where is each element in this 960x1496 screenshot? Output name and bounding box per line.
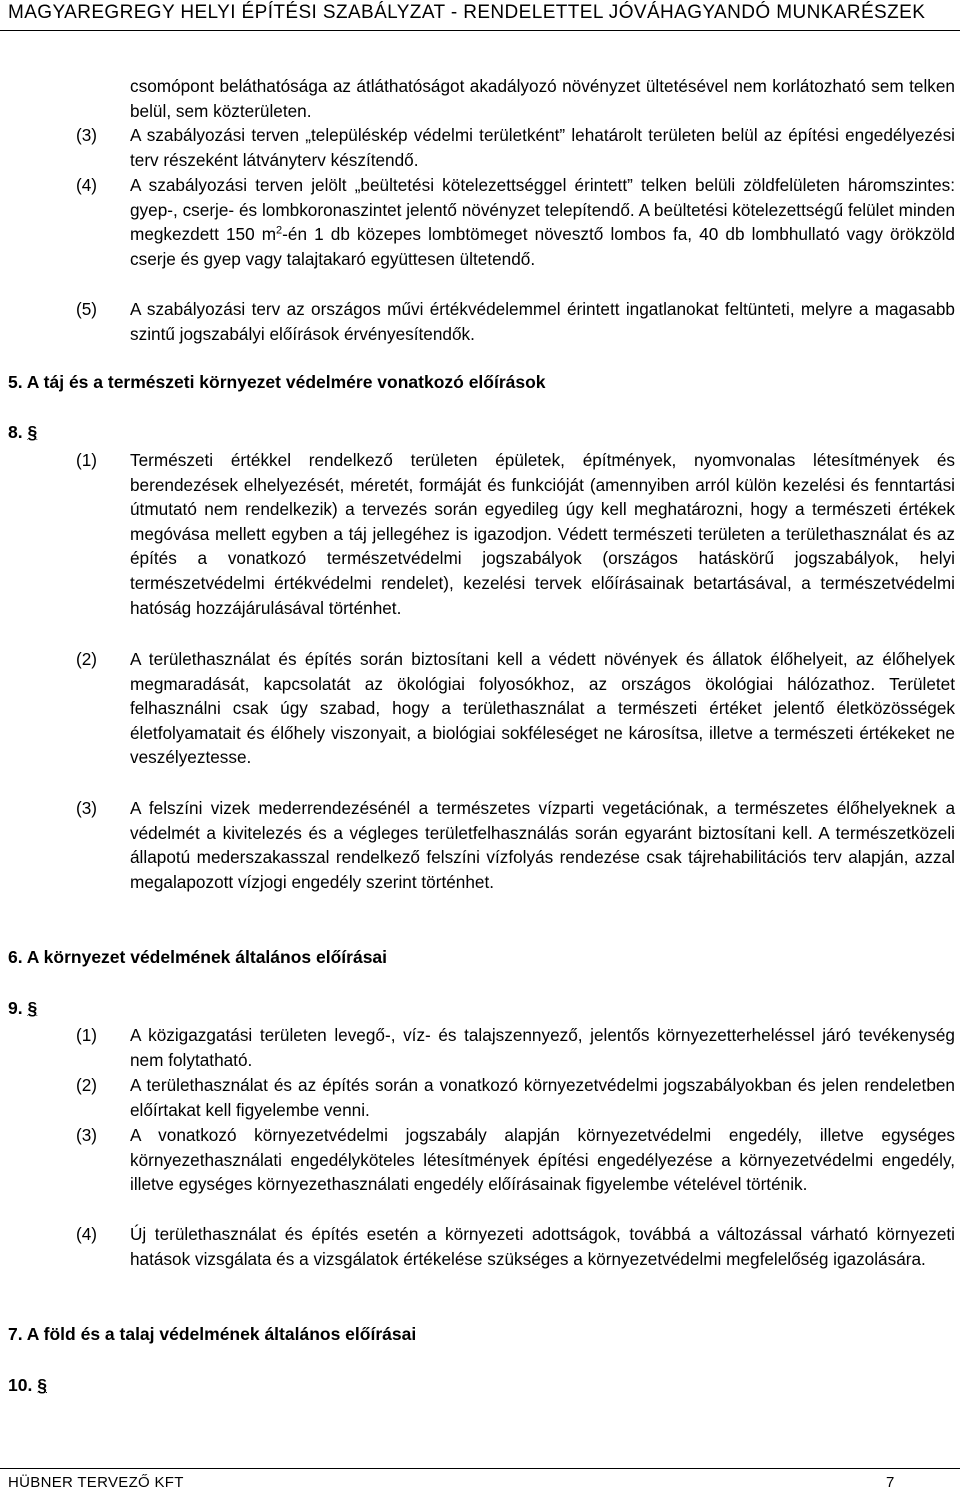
page-footer [0, 1468, 960, 1496]
paragraph-4-part-b: -én 1 db közepes lombtömeget növesztő lombos fa, 40 db lombhullató vagy örökzöld cserje és gyep vagy talajtakaró együttesen ültetendő. [130, 224, 955, 269]
section-9-paragraph-3: A vonatkozó környezetvédelmi jogszabály alapján környezetvédelmi engedély, illetve egységes környezethasználati engedélyköteles létesítmények építési engedélyezése a környezetvédelmi engedély, illetve egységes környezethasználati engedély előírásainak figyelembe vételével történik. [130, 1125, 955, 1195]
heading-section-5: 5. A táj és a természeti környezet védelmére vonatkozó előírások [8, 372, 546, 392]
heading-section-6: 6. A környezet védelmének általános előírásai [8, 947, 388, 967]
section-number: 8. [8, 422, 23, 442]
section-8-mark [8, 420, 37, 444]
section-sign: § [27, 998, 38, 1018]
paragraph-4 [130, 173, 955, 271]
section-8-paragraph-3: A felszíni vizek mederrendezésénél a természetes vízparti vegetációnak, a természetes élőhelyeknek a védelmét a kivitelezés és a végleges területfelhasználás során egyaránt biztosítani kell. A természetközeli állapotú mederszakasszal rendelkező felszíni vízfolyás rendezése csak tájrehabilitációs terv alapján, azzal megalapozott vízjogi engedély szerint történhet. [130, 798, 955, 892]
paragraph-number: (1) [76, 1025, 98, 1045]
heading-section-7: 7. A föld és a talaj védelmének általános előírásai [8, 1324, 417, 1344]
paragraph-5: A szabályozási terv az országos művi értékvédelemmel érintett ingatlanokat feltünteti, melyre a magasabb szintű jogszabályi előírások érvényesítendők. [130, 299, 955, 344]
header-title: MAGYAREGREGY HELYI ÉPÍTÉSI SZABÁLYZAT - RENDELETTEL JÓVÁHAGYANDÓ MUNKARÉSZEK [8, 2, 926, 23]
section-9-paragraph-2: A területhasználat és az építés során a vonatkozó környezetvédelmi jogszabályokban és jelen rendeletben előírtakat kell figyelembe venni. [130, 1075, 955, 1120]
paragraph-number: (4) [76, 175, 98, 195]
section-8-paragraph-1: Természeti értékkel rendelkező területen épületek, építmények, nyomvonalas létesítmények és berendezések elhelyezését, méretét, formáját és funkcióját (amennyiben arról külön kezelési és fenntartási útmutató nem rendelkezik) a tervezés során egyedileg úgy kell meghatározni, hogy a természeti értékek megóvása mellett egyben a táj jellegéhez is igazodjon. Védett természeti területen a területhasználat és az építés a vonatkozó természetvédelmi jogszabályok (országos hatáskörű jogszabályok, helyi természetvédelmi értékvédelmi rendelet), kezelési tervek előírásainak betartásával, a természetvédelmi hatóság hozzájárulásával történhet. [130, 450, 955, 618]
footer-company: HÜBNER TERVEZŐ KFT [8, 1474, 184, 1491]
page-number: 7 [886, 1474, 895, 1491]
paragraph-number: (3) [76, 798, 98, 818]
section-number: 9. [8, 998, 23, 1018]
paragraph-continuation: csomópont beláthatósága az átláthatóságot akadályozó növényzet ültetésével nem korlátozható sem telken belül, sem közterületen. [130, 76, 955, 121]
paragraph-4-part-a: A szabályozási terven jelölt „beültetési kötelezettséggel érintett” telken belüli zöldfelületen háromszintes: gyep-, cserje- és lombkoronaszintet jelentő növényzet telepítendő. A beültetési kötelezettségű felület minden megkezdett 150 m [130, 175, 955, 245]
page-header [0, 0, 960, 31]
section-sign: § [37, 1375, 47, 1395]
section-9-mark [8, 996, 37, 1020]
paragraph-number: (2) [76, 649, 98, 669]
section-9-paragraph-4: Új területhasználat és építés esetén a környezeti adottságok, továbbá a változással várható környezeti hatások vizsgálata és a vizsgálatok értékelése szükséges a környezetvédelmi megfelelőség igazolására. [130, 1224, 955, 1269]
section-number: 10. [8, 1375, 33, 1395]
paragraph-3: A szabályozási terven „településkép védelmi területként” lehatárolt területen belül az építési engedélyezési terv részeként látványterv készítendő. [130, 125, 955, 170]
section-10-mark [8, 1373, 47, 1397]
section-9-paragraph-1: A közigazgatási területen levegő-, víz- és talajszennyező, jelentős környezetterheléssel járó tevékenység nem folytatható. [130, 1025, 955, 1070]
paragraph-number: (5) [76, 299, 98, 319]
paragraph-number: (4) [76, 1224, 98, 1244]
section-8-paragraph-2: A területhasználat és építés során biztosítani kell a védett növények és állatok élőhelyeit, az élőhelyek megmaradását, kapcsolatát az ökológiai folyosókhoz, az országos ökológiai hálózathoz. Területet felhasználni csak úgy szabad, hogy a területhasználat a természeti értéket jelentő életközösségek életfolyamatait és élőhely viszonyait, a biológiai sokféleséget ne károsítsa, illetve a természeti értékeket ne veszélyeztesse. [130, 649, 955, 768]
paragraph-number: (1) [76, 450, 98, 470]
section-sign: § [27, 422, 38, 442]
superscript-2: 2 [276, 224, 283, 237]
paragraph-number: (3) [76, 1125, 98, 1145]
paragraph-number: (2) [76, 1075, 98, 1095]
paragraph-number: (3) [76, 125, 98, 145]
